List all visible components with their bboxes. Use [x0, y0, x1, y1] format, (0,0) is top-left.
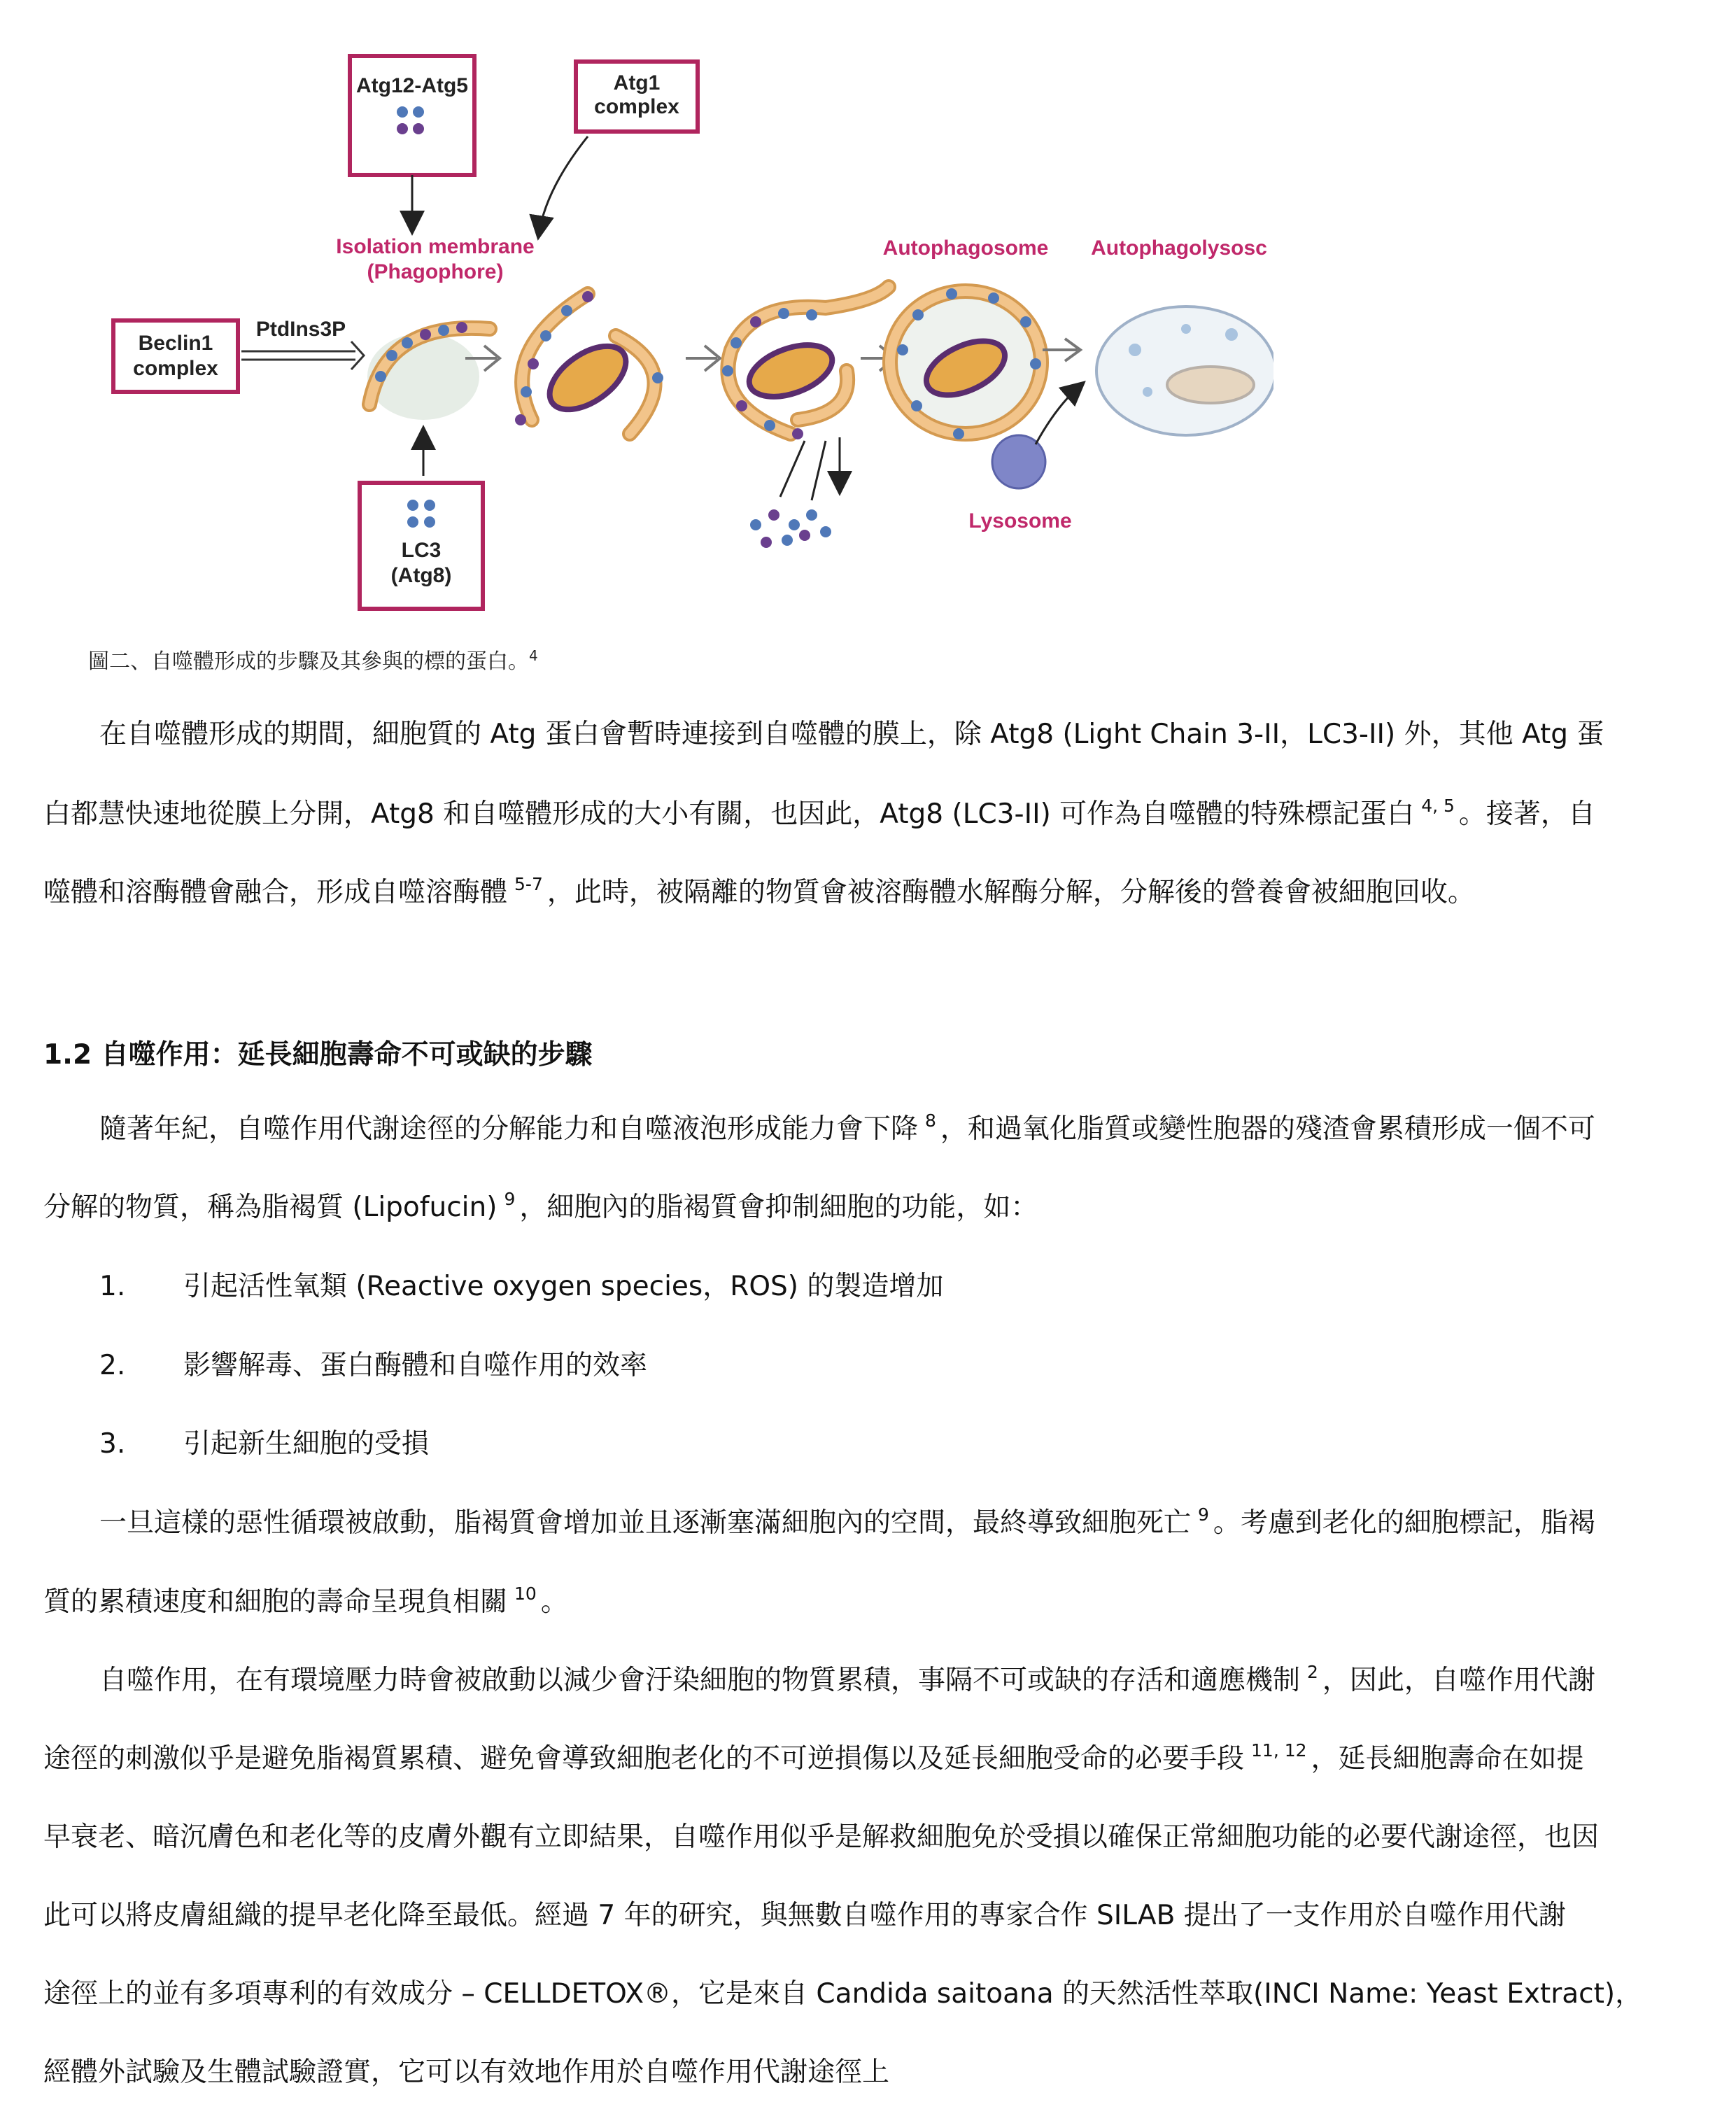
citation: 10 — [514, 1583, 537, 1604]
caption-text: 圖二、自噬體形成的步驟及其參與的標的蛋白。 — [88, 649, 529, 674]
figure-caption — [88, 644, 538, 675]
ptdins3p-arrow — [241, 341, 364, 369]
lysosome-label: Lysosome — [968, 509, 1072, 532]
para3-line2 — [43, 1583, 568, 1622]
closing-autophagosome — [722, 287, 889, 439]
atg1-label-line1: Atg1 — [613, 71, 661, 94]
lc3-label-line2: (Atg8) — [390, 564, 452, 587]
phagophore-label: (Phagophore) — [367, 260, 504, 283]
atg1-complex-box — [576, 62, 698, 132]
section-heading: 1.2 自噬作用：延長細胞壽命不可或缺的步驟 — [43, 1039, 593, 1071]
lc3-label-line1: LC3 — [401, 539, 442, 562]
beclin1-complex-box — [113, 320, 238, 392]
autophagosome-label: Autophagosome — [882, 237, 1049, 260]
para4-line2 — [43, 1742, 1584, 1779]
para2-line2 — [43, 1191, 1038, 1227]
stage-arrow — [686, 346, 720, 371]
para2-line2-tail: ，細胞內的脂褐質會抑制細胞的功能，如： — [519, 1192, 1038, 1223]
para4-line1-text: 自噬作用，在有環境壓力時會被啟動以減少會汙染細胞的物質累積，事隔不可或缺的存活和適應機制 — [99, 1665, 1301, 1696]
citation: 8 — [925, 1110, 936, 1131]
para1-line3-tail: ，此時，被隔離的物質會被溶酶體水解酶分解，分解後的營養會被細胞回收。 — [546, 877, 1475, 908]
elongating-phagophore — [515, 291, 663, 434]
lc3-box — [360, 483, 483, 609]
beclin1-label-line1: Beclin1 — [138, 332, 213, 355]
list-item-number: 1. — [99, 1271, 126, 1302]
para1-line2-tail: 。接著，自 — [1458, 798, 1595, 830]
para3-line1-tail: 。考慮到老化的細胞標記，脂褐 — [1213, 1507, 1595, 1539]
beclin1-label-line2: complex — [133, 357, 218, 380]
autophagolysosome — [1096, 306, 1273, 435]
para4-line1 — [99, 1664, 1595, 1700]
citation: 2 — [1307, 1662, 1318, 1682]
para3-line2-tail: 。 — [540, 1586, 568, 1618]
para1-line1: 在自噬體形成的期間，細胞質的 Atg 蛋白會暫時連接到自噬體的膜上，除 Atg8 (Light Chain 3-II，LC3-II) 外，其他 Atg 蛋 — [99, 719, 1604, 750]
para4-line3: 早衰老、暗沉膚色和老化等的皮膚外觀有立即結果，自噬作用似乎是解救細胞免於受損以確保正常細胞功能的必要代謝途徑，也因 — [43, 1821, 1600, 1853]
para3-line1 — [99, 1504, 1595, 1543]
para4-line1-tail: ，因此，自噬作用代謝 — [1322, 1665, 1595, 1696]
lysosome — [992, 435, 1045, 488]
para4-line6: 經體外試驗及生體試驗證實，它可以有效地作用於自噬作用代謝途徑上 — [43, 2057, 890, 2088]
para4-line2-text: 途徑的刺激似乎是避免脂褐質累積、避免會導致細胞老化的不可逆損傷以及延長細胞受命的必要手段 — [43, 1743, 1245, 1775]
para2-line1-text: 隨著年紀，自噬作用代謝途徑的分解能力和自噬液泡形成能力會下降 — [99, 1113, 919, 1145]
isolation-membrane-label: Isolation membrane — [336, 235, 535, 258]
autophagolysosome-label: Autophagolysosc — [1091, 237, 1267, 260]
atg12-atg5-label: Atg12-Atg5 — [355, 74, 469, 97]
autophagosome — [890, 288, 1041, 439]
para1-line3-text: 噬體和溶酶體會融合，形成自噬溶酶體 — [43, 877, 508, 908]
citation: 9 — [1198, 1504, 1209, 1525]
para4-line5: 途徑上的並有多項專利的有效成分 – CELLDETOX®，它是來自 Candida saitoana 的天然活性萃取(INCI Name: Yeast Extract)， — [43, 1978, 1643, 2010]
autophagy-figure — [98, 42, 1273, 616]
para2-line2-text: 分解的物質，稱為脂褐質 (Lipofucin) — [43, 1192, 497, 1223]
phagophore — [367, 322, 490, 420]
list-item-number: 2. — [99, 1350, 126, 1381]
citation: 9 — [504, 1189, 516, 1209]
ptdins3p-label: PtdIns3P — [255, 318, 346, 341]
para3-line1-text: 一旦這樣的惡性循環被啟動，脂褐質會增加並且逐漸塞滿細胞內的空間，最終導致細胞死亡 — [99, 1507, 1192, 1539]
list-item-number: 3. — [99, 1428, 126, 1460]
list-item-text: 引起活性氧類 (Reactive oxygen species，ROS) 的製造增加 — [183, 1271, 944, 1302]
atg12-atg5-box — [350, 56, 474, 175]
citation: 11, 12 — [1251, 1740, 1307, 1761]
para4-line4: 此可以將皮膚組織的提早老化降至最低。經過 7 年的研究，與無數自噬作用的專家合作 SILAB 提出了一支作用於自噬作用代謝 — [43, 1900, 1566, 1931]
para1-line2 — [43, 798, 1595, 834]
para2-line1 — [99, 1110, 1595, 1149]
caption-ref: 4 — [529, 647, 538, 664]
list-item-text: 引起新生細胞的受損 — [183, 1428, 430, 1460]
para4-line2-tail: ，延長細胞壽命在如提 — [1311, 1743, 1584, 1775]
citation: 5-7 — [514, 874, 543, 894]
para1-line2-text: 白都慧快速地從膜上分開，Atg8 和自噬體形成的大小有關，也因此，Atg8 (LC3-II) 可作為自噬體的特殊標記蛋白 — [43, 798, 1415, 830]
para2-line1-tail: ，和過氧化脂質或變性胞器的殘渣會累積形成一個不可 — [940, 1113, 1595, 1145]
list-item-text: 影響解毒、蛋白酶體和自噬作用的效率 — [183, 1350, 648, 1381]
citation: 4, 5 — [1421, 796, 1455, 816]
para3-line2-text: 質的累積速度和細胞的壽命呈現負相關 — [43, 1586, 508, 1618]
para1-line3 — [43, 876, 1475, 912]
atg1-label-line2: complex — [594, 95, 679, 118]
released-proteins — [750, 437, 840, 548]
